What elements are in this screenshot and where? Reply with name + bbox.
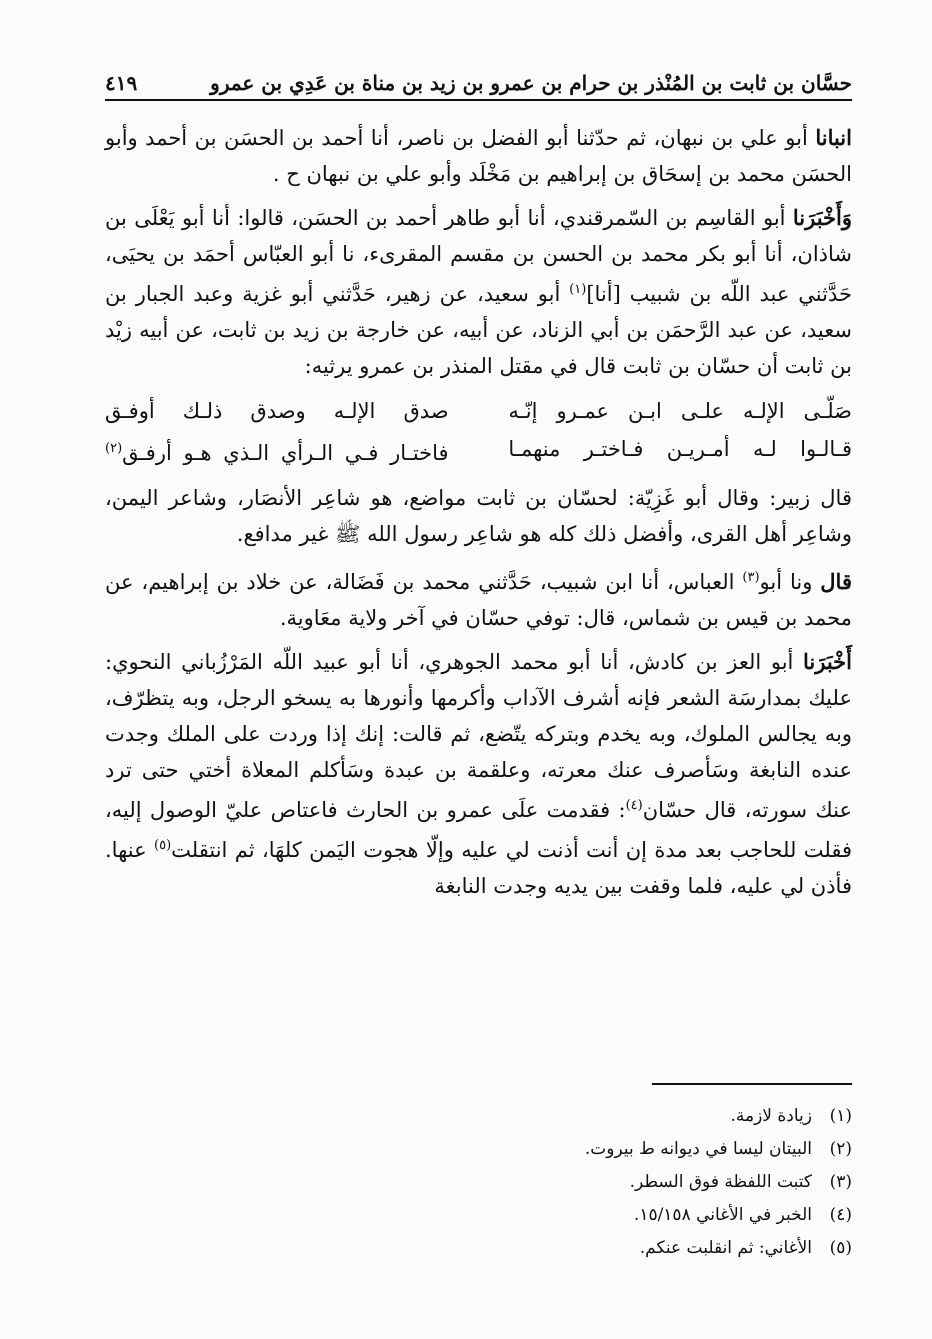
footnote-marker: (٢) bbox=[105, 441, 123, 456]
footnote-text: كتبت اللفظة فوق السطر. bbox=[629, 1172, 812, 1192]
paragraph-text: أبو القاسِم بن السّمرقندي، أنا أبو طاهر أحمد بن الحسَن، قالوا: أنا أبو يَعْلَى بن شاذان، أنا أبو بكر محمد بن الحسن بن مقسم المقرىء، نا أبو العبّاس أحمَد بن يحيَى، حَدَّثني عبد اللّه بن شبيب [أنا] bbox=[105, 206, 852, 306]
paragraph-text: أبو العز بن كادش، أنا أبو محمد الجوهري، أنا أبو عبيد اللّه المَرْزُباني النحوي: عليك بمدارسَة الشعر فإنه أشرف الآداب وأكرمها وأنورها به يسخو الرجل، وبه يتظرّف، وبه يجالس الملوك، وبه يخدم وبتركه يتّضع، ثم قالت: إنك إذا وردت على الملك وجدت عنده النابغة وسَأصرف عنك معرته، وعلقمة بن عبدة وسَأكلم المعلاة أختي حتى ترد عنك سورته، قال حسّان bbox=[105, 650, 852, 822]
footnote-text: البيتان ليسا في ديوانه ط بيروت. bbox=[584, 1139, 812, 1159]
footnote-divider bbox=[652, 1083, 852, 1085]
footnote-number: (٢) bbox=[829, 1139, 852, 1159]
paragraph-lead: أَخْبَرَنا bbox=[803, 649, 852, 674]
paragraph bbox=[105, 480, 852, 552]
footnote bbox=[105, 1199, 852, 1232]
paragraph-lead: انبانا bbox=[815, 125, 852, 150]
paragraph-text: عنها. فأذن لي عليه، فلما وقفت بين يديه وجدت النابغة bbox=[105, 838, 852, 898]
paragraph bbox=[105, 560, 852, 636]
footnote-text: الأغاني: ثم انقلبت عنكم. bbox=[639, 1238, 812, 1258]
paragraph bbox=[105, 120, 852, 192]
footnote-text: الخبر في الأغاني ١٥/١٥٨. bbox=[633, 1205, 812, 1225]
verse-hemistich-first: صَلّـى الإلـه علـى ابـن عمـرو إنّـه bbox=[508, 399, 852, 423]
verse-hemistich-second bbox=[105, 430, 449, 472]
paragraph-text: أبو علي بن نبهان، ثم حدّثنا أبو الفضل بن ناصر، أنا أحمد بن الحسَن بن أحمد وأبو الحسَن محمد بن إسحَاق بن إبراهيم بن مَخْلَد وأبو علي بن نبهان ح . bbox=[105, 126, 852, 186]
paragraph-text: العباس، أنا ابن شبيب، حَدَّثني محمد بن فَضَالة، عن خلاد بن إبراهيم، عن محمد بن قيس بن شماس، قال: توفي حسّان في آخر ولاية معَاوية. bbox=[105, 570, 852, 630]
poem bbox=[105, 392, 852, 472]
footnote-number: (٤) bbox=[829, 1205, 852, 1225]
footnote-number: (٣) bbox=[829, 1172, 852, 1192]
running-header bbox=[105, 55, 852, 101]
paragraph-lead: قال bbox=[820, 569, 852, 594]
footnote bbox=[105, 1100, 852, 1133]
paragraph bbox=[105, 200, 852, 384]
footnote bbox=[105, 1133, 852, 1166]
verse-hemistich-first: قـالـوا لـه أمـريـن فـاختـر منهمـا bbox=[508, 437, 852, 461]
footnotes bbox=[105, 1100, 852, 1265]
header-title: حسَّان بن ثابت بن المُنْذر بن حرام بن عمرو بن زيد بن مناة بن عَدِي بن عمرو bbox=[210, 71, 852, 95]
verse-hemistich-second: صدق الإلـه وصدق ذلـك أوفـق bbox=[105, 399, 449, 423]
paragraph-text: ونا أبو bbox=[759, 570, 821, 594]
paragraph-text: أبو سعيد، عن زهير، حَدَّثني أبو غزية وعبد الجبار بن سعيد، عن عبد الرَّحمَن بن أبي الزناد، عن أبيه، عن خارجة بن زيد بن ثابت، عن أبيه زيْد بن ثابت أن حسّان بن ثابت قال في مقتل المنذر بن عمرو يرثيه: bbox=[105, 282, 852, 378]
footnote-marker: (٣) bbox=[742, 570, 760, 585]
poem-verse bbox=[105, 392, 852, 430]
footnote-number: (٥) bbox=[829, 1238, 852, 1258]
footnote-marker: (٤) bbox=[625, 798, 643, 813]
footnote-text: زيادة لازمة. bbox=[730, 1106, 812, 1126]
poem-verse bbox=[105, 430, 852, 472]
footnote bbox=[105, 1166, 852, 1199]
page-number: ٤١٩ bbox=[105, 71, 138, 95]
main-text bbox=[105, 120, 852, 912]
paragraph-lead: وَأَخْبَرَنا bbox=[792, 205, 852, 230]
footnote bbox=[105, 1232, 852, 1265]
paragraph-text: قال زبير: وقال أبو غَزِيّة: لحسّان بن ثابت مواضع، هو شاعِر الأنصَار، وشاعر اليمن، وشاعِر أهل القرى، وأفضل ذلك كله هو شاعِر رسول الله ﷺ غير مدافع. bbox=[105, 486, 852, 546]
footnote-number: (١) bbox=[829, 1106, 852, 1126]
footnote-marker: (١) bbox=[569, 282, 587, 297]
paragraph bbox=[105, 644, 852, 904]
verse-text: فاختـار فـي الـرأي الـذي هـو أرفـق bbox=[122, 441, 449, 465]
footnote-marker: (٥) bbox=[154, 838, 172, 853]
paragraph-text: : فقدمت علَى عمرو بن الحارث فاعتاص عليّ الوصول إليه، فقلت للحاجب بعد مدة إن أنت أذنت لي عليه وإلّا هجوت اليَمن كلهَا، ثم انتقلت bbox=[105, 798, 852, 862]
